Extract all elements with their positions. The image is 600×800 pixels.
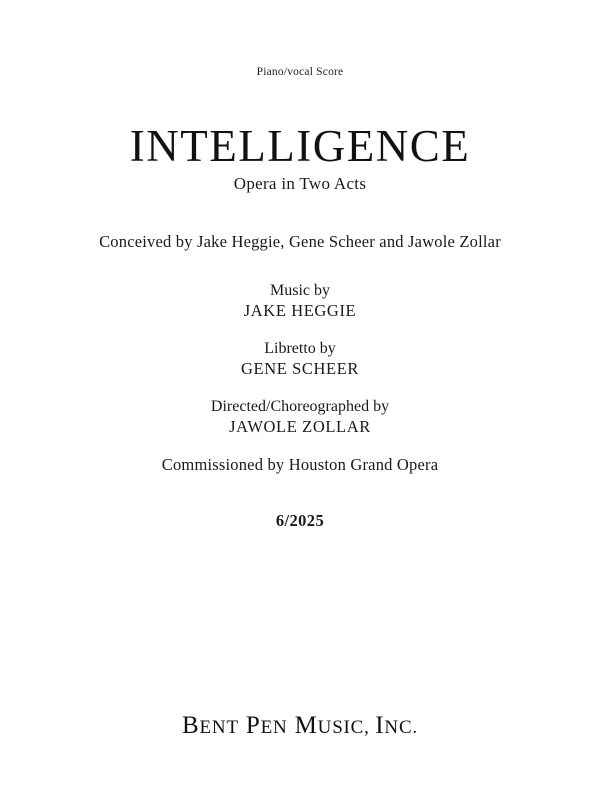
score-type-label: Piano/vocal Score xyxy=(256,66,344,78)
credit-name-music: JAKE HEGGIE xyxy=(243,300,357,320)
publisher-word2-rest: EN xyxy=(260,717,288,738)
credit-block-libretto xyxy=(0,339,600,379)
credit-name-libretto: GENE SCHEER xyxy=(241,358,359,378)
publisher-space2 xyxy=(288,712,295,739)
publisher-space1 xyxy=(239,712,246,739)
commissioned-by-line: Commissioned by Houston Grand Opera xyxy=(161,455,439,474)
publisher-word1-lead: B xyxy=(182,712,200,739)
publisher-word2-lead: P xyxy=(245,712,261,739)
publisher-word3-rest: USIC xyxy=(317,717,365,738)
publisher-word4-rest: NC. xyxy=(384,717,418,738)
date-label: 6/2025 xyxy=(275,511,325,530)
publisher-word1-rest: ENT xyxy=(199,717,239,738)
credit-role-music: Music by xyxy=(270,282,330,299)
credit-role-director: Directed/Choreographed by xyxy=(210,398,390,415)
credit-name-director: JAWOLE ZOLLAR xyxy=(229,416,371,436)
credit-block-director xyxy=(0,397,600,437)
publisher-comma: , xyxy=(364,717,376,738)
page-title: INTELLIGENCE xyxy=(129,121,471,171)
credit-block-music xyxy=(0,281,600,321)
subtitle: Opera in Two Acts xyxy=(233,174,367,193)
credit-role-libretto: Libretto by xyxy=(264,340,336,357)
publisher-word4-lead: I xyxy=(375,712,385,739)
publisher-word3-lead: M xyxy=(294,712,318,739)
conceived-by-line: Conceived by Jake Heggie, Gene Scheer and Jawole Zollar xyxy=(99,232,501,251)
publisher-name xyxy=(0,712,600,740)
